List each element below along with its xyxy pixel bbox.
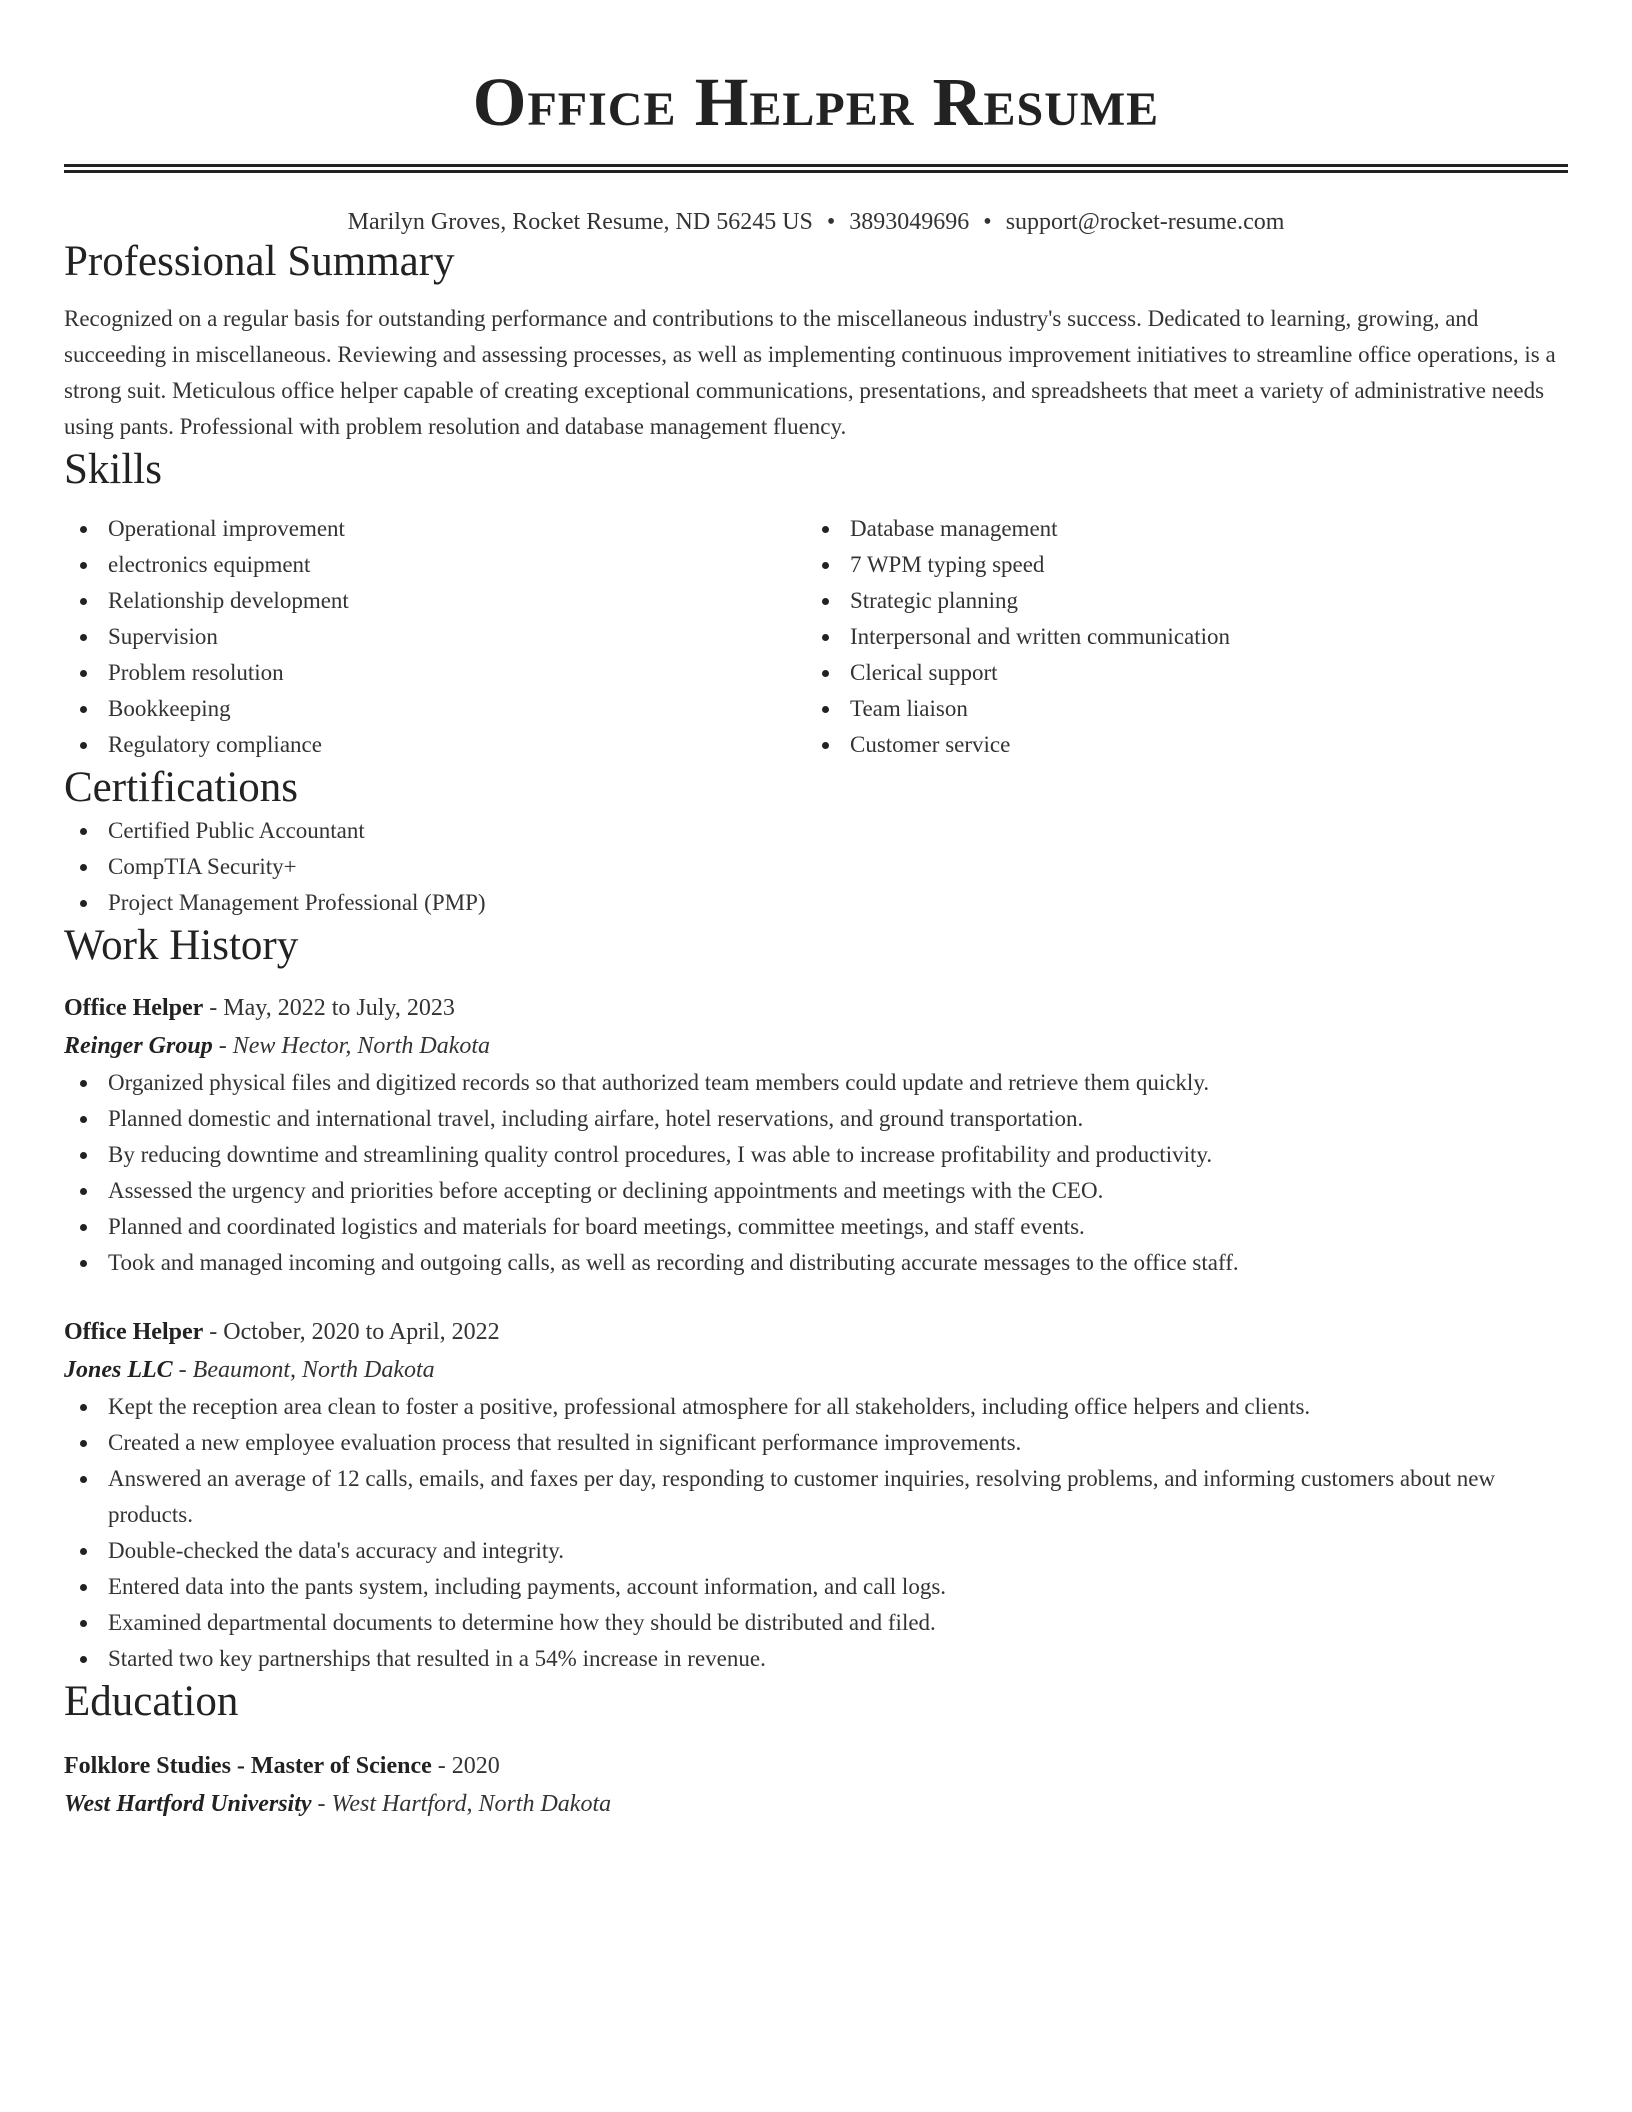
certifications-heading: Certifications [64,764,299,811]
skills-column-right [806,511,1548,763]
dash-separator: - [209,1319,218,1345]
contact-email[interactable]: support@rocket-resume.com [1005,209,1285,235]
job-duty-item: Answered an average of 12 calls, emails, and faxes per day, responding to customer inquiries, resolving problems, and informing customers about new products. [64,1461,1568,1533]
title-divider [64,164,1568,173]
job-duties-list [64,1065,1568,1281]
contact-address: Marilyn Groves, Rocket Resume, ND 56245 US [347,209,813,235]
job-duty-item: Kept the reception area clean to foster a positive, professional atmosphere for all stakeholders, including office helpers and clients. [64,1389,1568,1425]
page-title: Office Helper Resume [472,64,1160,140]
education-location: West Hartford, North Dakota [331,1791,612,1817]
skills-heading: Skills [64,446,162,493]
bullet-separator: • [983,209,992,235]
certification-item: CompTIA Security+ [64,849,1568,885]
job-location: Beaumont, North Dakota [192,1357,435,1383]
job-location: New Hector, North Dakota [232,1033,491,1059]
skill-item: Team liaison [806,691,1548,727]
job-duty-item: Examined departmental documents to determine how they should be distributed and filed. [64,1605,1568,1641]
dash-separator: - [209,995,218,1021]
skill-item: Interpersonal and written communication [806,619,1548,655]
job-dates: October, 2020 to April, 2022 [223,1319,500,1345]
contact-line [64,207,1568,237]
bullet-separator: • [826,209,836,235]
job-company-line [64,1027,1568,1065]
education-entry [64,1747,1568,1823]
education-school-line [64,1785,1568,1823]
summary-heading: Professional Summary [64,238,455,285]
job-company-line [64,1351,1568,1389]
job-duties-list [64,1389,1568,1677]
dash-separator: - [437,1753,446,1779]
skill-item: Operational improvement [64,511,806,547]
education-degree: Master of Science [250,1753,432,1779]
skill-item: electronics equipment [64,547,806,583]
job-dates: May, 2022 to July, 2023 [223,995,455,1021]
skill-item: Database management [806,511,1548,547]
job-entry [64,989,1568,1281]
resume-page [64,0,1568,1823]
job-entry [64,1313,1568,1677]
job-duty-item: By reducing downtime and streamlining quality control procedures, I was able to increase profitability and productivity. [64,1137,1568,1173]
dash-separator: - [178,1357,187,1383]
certification-item: Project Management Professional (PMP) [64,885,1568,921]
summary-text: Recognized on a regular basis for outstanding performance and contributions to the miscellaneous industry's success. Dedicated to learning, growing, and succeeding in miscellaneous. Reviewing and assessing processes, as well as implementing continuous improvement initiatives to streamline office operations, is a strong suit. Meticulous office helper capable of creating exceptional communications, presentations, and spreadsheets that meet a variety of administrative needs using pants. Professional with problem resolution and database management fluency. [64,306,1556,439]
job-title-line [64,989,1568,1027]
job-duty-item: Took and managed incoming and outgoing calls, as well as recording and distributing accurate messages to the office staff. [64,1245,1568,1281]
skills-grid [64,511,1568,763]
job-duty-item: Started two key partnerships that resulted in a 54% increase in revenue. [64,1641,1568,1677]
dash-separator: - [218,1033,227,1059]
skill-item: 7 WPM typing speed [806,547,1548,583]
job-duty-item: Double-checked the data's accuracy and integrity. [64,1533,1568,1569]
job-duty-item: Organized physical files and digitized records so that authorized team members could update and retrieve them quickly. [64,1065,1568,1101]
skill-item: Relationship development [64,583,806,619]
skill-item: Supervision [64,619,806,655]
contact-phone: 3893049696 [849,209,970,235]
job-company: Jones LLC [64,1357,173,1383]
education-degree-line [64,1747,1568,1785]
job-duty-item: Entered data into the pants system, including payments, account information, and call logs. [64,1569,1568,1605]
skills-list-right [806,511,1548,763]
education-year: 2020 [451,1753,500,1779]
job-title: Office Helper [64,1319,204,1345]
skills-column-left [64,511,806,763]
dash-separator: - [317,1791,326,1817]
job-duty-item: Created a new employee evaluation process that resulted in significant performance improvements. [64,1425,1568,1461]
education-field: Folklore Studies [64,1753,231,1779]
job-duty-item: Planned domestic and international travel, including airfare, hotel reservations, and ground transportation. [64,1101,1568,1137]
skill-item: Bookkeeping [64,691,806,727]
dash-separator: - [236,1753,245,1779]
education-heading: Education [64,1678,239,1725]
skill-item: Clerical support [806,655,1548,691]
skill-item: Regulatory compliance [64,727,806,763]
job-duty-item: Assessed the urgency and priorities before accepting or declining appointments and meetings with the CEO. [64,1173,1568,1209]
job-title: Office Helper [64,995,204,1021]
job-title-line [64,1313,1568,1351]
certifications-list [64,813,1568,921]
certification-item: Certified Public Accountant [64,813,1568,849]
job-company: Reinger Group [64,1033,213,1059]
skill-item: Customer service [806,727,1548,763]
skills-list-left [64,511,806,763]
skill-item: Problem resolution [64,655,806,691]
education-school: West Hartford University [64,1791,312,1817]
work-history-heading: Work History [64,922,299,969]
job-duty-item: Planned and coordinated logistics and materials for board meetings, committee meetings, and staff events. [64,1209,1568,1245]
skill-item: Strategic planning [806,583,1548,619]
